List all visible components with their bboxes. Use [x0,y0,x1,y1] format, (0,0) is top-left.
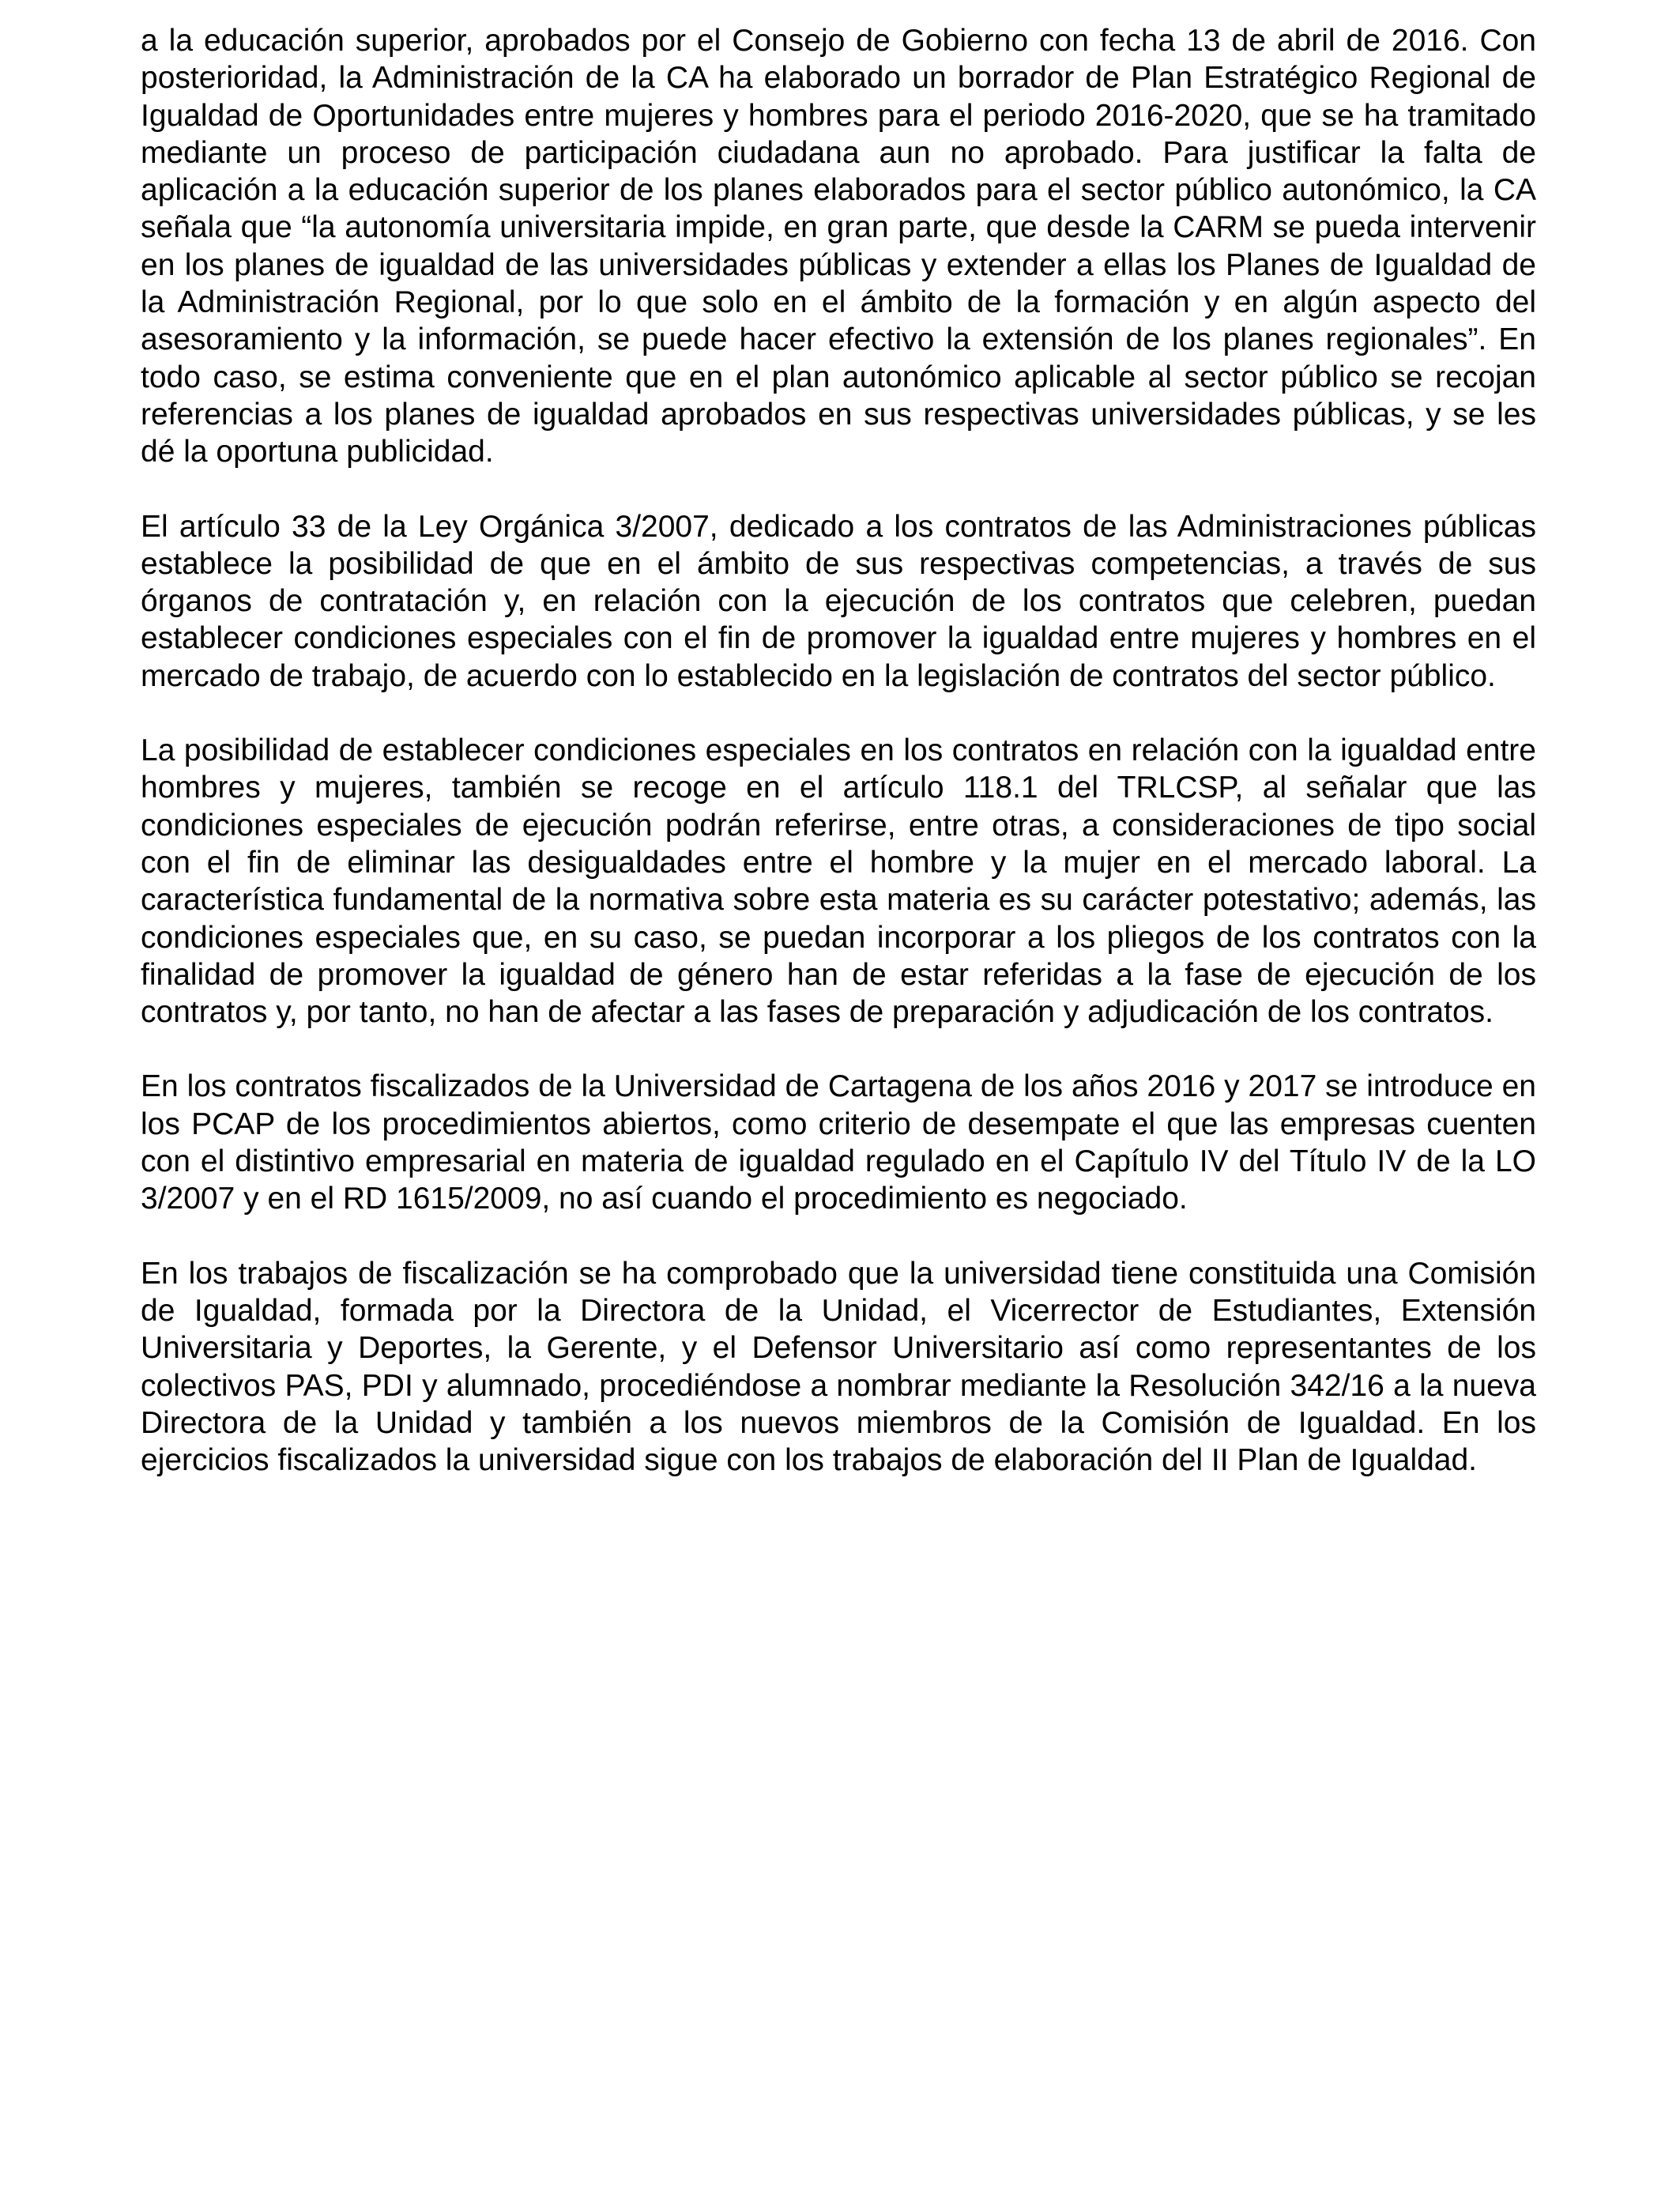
paragraph-contratos-fiscalizados: En los contratos fiscalizados de la Universidad de Cartagena de los años 2016 y 2017 se introduce en los PCAP de los procedimientos abiertos, como criterio de desempate el que las empresas cuenten con el distintivo empresarial en materia de igualdad regulado en el Capítulo IV del Título IV de la LO 3/2007 y en el RD 1615/2009, no así cuando el procedimiento es negociado. [141,1069,1536,1216]
document-body [141,22,1536,1479]
paragraph-articulo-33: El artículo 33 de la Ley Orgánica 3/2007, dedicado a los contratos de las Administraciones públicas establece la posibilidad de que en el ámbito de sus respectivas competencias, a través de sus órganos de contratación y, en relación con la ejecución de los contratos que celebren, puedan establecer condiciones especiales con el fin de promover la igualdad entre mujeres y hombres en el mercado de trabajo, de acuerdo con lo establecido en la legislación de contratos del sector público. [141,509,1536,693]
paragraph-condiciones-especiales: La posibilidad de establecer condiciones especiales en los contratos en relación con la igualdad entre hombres y mujeres, también se recoge en el artículo 118.1 del TRLCSP, al señalar que las condiciones especiales de ejecución podrán referirse, entre otras, a consideraciones de tipo social con el fin de eliminar las desigualdades entre el hombre y la mujer en el mercado laboral. La característica fundamental de la normativa sobre esta materia es su carácter potestativo; además, las condiciones especiales que, en su caso, se puedan incorporar a los pliegos de los contratos con la finalidad de promover la igualdad de género han de estar referidas a la fase de ejecución de los contratos y, por tanto, no han de afectar a las fases de preparación y adjudicación de los contratos. [141,733,1536,1030]
paragraph-comision-igualdad: En los trabajos de fiscalización se ha comprobado que la universidad tiene constituida una Comisión de Igualdad, formada por la Directora de la Unidad, el Vicerrector de Estudiantes, Extensión Universitaria y Deportes, la Gerente, y el Defensor Universitario así como representantes de los colectivos PAS, PDI y alumnado, procediéndose a nombrar mediante la Resolución 342/16 a la nueva Directora de la Unidad y también a los nuevos miembros de la Comisión de Igualdad. En los ejercicios fiscalizados la universidad sigue con los trabajos de elaboración del II Plan de Igualdad. [141,1256,1536,1478]
paragraph-plan-estrategico: a la educación superior, aprobados por el Consejo de Gobierno con fecha 13 de abril de 2016. Con posterioridad, la Administración de la CA ha elaborado un borrador de Plan Estratégico Regional de Igualdad de Oportunidades entre mujeres y hombres para el periodo 2016-2020, que se ha tramitado mediante un proceso de participación ciudadana aun no aprobado. Para justificar la falta de aplicación a la educación superior de los planes elaborados para el sector público autonómico, la CA señala que “la autonomía universitaria impide, en gran parte, que desde la CARM se pueda intervenir en los planes de igualdad de las universidades públicas y extender a ellas los Planes de Igualdad de la Administración Regional, por lo que solo en el ámbito de la formación y en algún aspecto del asesoramiento y la información, se puede hacer efectivo la extensión de los planes regionales”. En todo caso, se estima conveniente que en el plan autonómico aplicable al sector público se recojan referencias a los planes de igualdad aprobados en sus respectivas universidades públicas, y se les dé la oportuna publicidad. [141,24,1536,469]
